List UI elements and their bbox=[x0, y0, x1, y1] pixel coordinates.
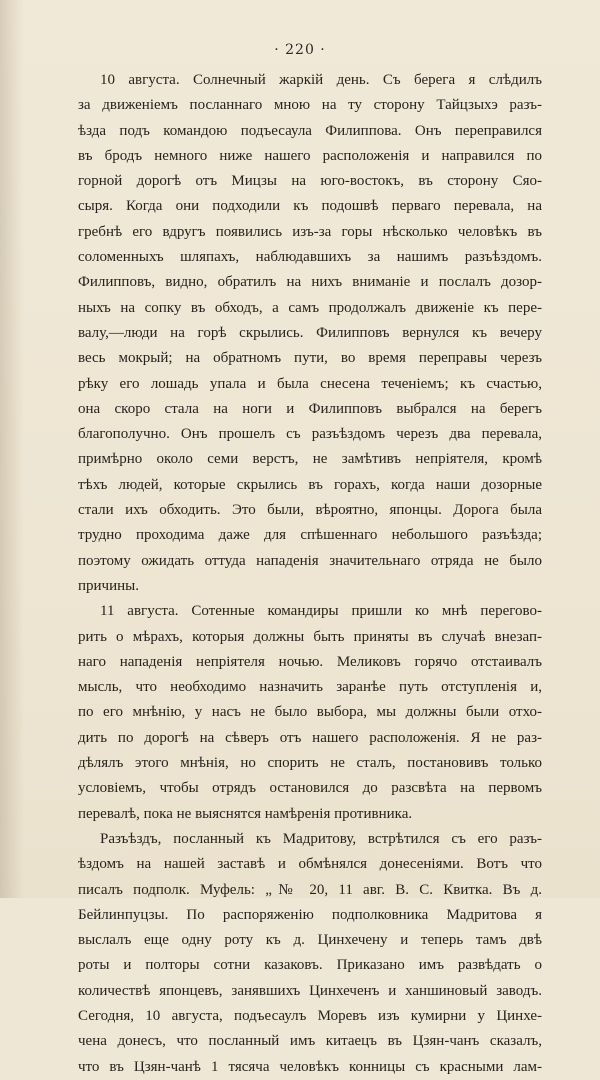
binding-shadow bbox=[0, 0, 24, 898]
text-line: горной дорогѣ отъ Мицзы на юго-востокъ, въ сторону Сяо- bbox=[78, 173, 542, 190]
text-line: по его мнѣнію, у насъ не было выбора, мы должны были отхо- bbox=[78, 704, 542, 721]
text-line: трудно проходима даже для спѣшеннаго небольшого разъѣзда; bbox=[78, 527, 542, 544]
text-line: 11 августа. Сотенные командиры пришли ко мнѣ перегово- bbox=[100, 603, 542, 620]
text-line: ныхъ на сопку въ обходъ, а самъ продолжалъ движеніе къ пере- bbox=[78, 299, 542, 316]
text-line: Бейлинпуцзы. По распоряженію подполковника Мадритова я bbox=[78, 906, 542, 923]
body-text bbox=[78, 68, 542, 1080]
text-line: ѣзда подъ командою подъесаула Филиппова. Онъ переправился bbox=[78, 122, 542, 139]
text-line: чена донесъ, что посланный имъ китаецъ въ Цзян-чанъ сказалъ, bbox=[78, 1033, 542, 1050]
text-line: количествѣ японцевъ, занявшихъ Цинхеченъ и ханшиновый заводъ. bbox=[78, 982, 542, 999]
text-line: соломенныхъ шляпахъ, наблюдавшихъ за нашимъ разъѣздомъ. bbox=[78, 249, 542, 266]
text-line: Сегодня, 10 августа, подъесаулъ Моревъ изъ кумирни у Цинхе- bbox=[78, 1007, 542, 1024]
text-line: 10 августа. Солнечный жаркій день. Съ берега я слѣдилъ bbox=[100, 72, 542, 88]
text-line: стали ихъ обходить. Это были, вѣроятно, японцы. Дорога была bbox=[78, 502, 542, 519]
text-line: Филипповъ, видно, обратилъ на нихъ вниманіе и послалъ дозор- bbox=[78, 274, 542, 291]
text-line: условіемъ, чтобы отрядъ остановился до разсвѣта на первомъ bbox=[78, 780, 542, 797]
text-line: что въ Цзян-чанѣ 1 тясяча человѣкъ конницы съ красными лам- bbox=[78, 1058, 542, 1075]
text-line: весь мокрый; на обратномъ пути, во время переправы черезъ bbox=[78, 350, 542, 367]
text-line: Разъѣздъ, посланный къ Мадритову, встрѣтился съ его разъ- bbox=[100, 830, 542, 847]
text-line: валу,—люди на горѣ скрылись. Филипповъ вернулся къ вечеру bbox=[78, 324, 542, 341]
text-line: рѣку его лошадь упала и была снесена теченіемъ; къ счастью, bbox=[78, 375, 542, 392]
page-number-value: 220 bbox=[285, 42, 315, 58]
page-number bbox=[0, 42, 600, 58]
text-line: поэтому ожидать оттуда нападенія значительнаго отряда не было bbox=[78, 552, 542, 569]
text-line: сыря. Когда они подходили къ подошвѣ перваго перевала, на bbox=[78, 198, 542, 215]
text-line: примѣрно около семи верстъ, не замѣтивъ непріятеля, кромѣ bbox=[78, 451, 542, 468]
page-number-dot-left: · bbox=[274, 42, 286, 58]
text-line: писалъ подполк. Муфель: „№ 20, 11 авг. В. С. Квитка. Въ д. bbox=[78, 881, 542, 898]
text-line: перевалѣ, пока не выяснятся намѣренія противника. bbox=[78, 805, 413, 822]
text-line: мысль, что необходимо назначить заранѣе путь отступленія и, bbox=[78, 679, 542, 696]
page-number-dot-right: · bbox=[314, 42, 326, 58]
text-line: благополучно. Онъ прошелъ съ разъѣздомъ черезъ два перевала, bbox=[78, 426, 542, 443]
text-line: дѣлялъ этого мнѣнія, но спорить не сталъ, постановивъ только bbox=[78, 755, 542, 772]
text-line: рить о мѣрахъ, которыя должны быть приняты въ случаѣ внезап- bbox=[78, 628, 542, 645]
text-line: въ бродъ немного ниже нашего расположенія и направился по bbox=[78, 147, 542, 164]
text-line: ѣздомъ на нашей заставѣ и обмѣнялся донесеніями. Вотъ что bbox=[78, 856, 542, 873]
text-line: наго нападенія непріятеля ночью. Меликовъ горячо отстаивалъ bbox=[78, 653, 542, 670]
text-line: за движеніемъ посланнаго мною на ту сторону Тайцзыхэ разъ- bbox=[78, 97, 542, 114]
text-line: гребнѣ его вдругъ появились изъ-за горы нѣсколько человѣкъ въ bbox=[78, 223, 542, 240]
text-line: причины. bbox=[78, 577, 139, 594]
text-line: выслалъ еще одну роту къ д. Цинхечену и теперь тамъ двѣ bbox=[78, 932, 542, 949]
text-line: она скоро стала на ноги и Филипповъ выбрался на берегъ bbox=[78, 400, 542, 417]
text-line: роты и полторы сотни казаковъ. Приказано имъ развѣдать о bbox=[78, 957, 542, 974]
text-line: дить по дорогѣ на сѣверъ отъ нашего расположенія. Я не раз- bbox=[78, 729, 542, 746]
text-line: тѣхъ людей, которые скрылись въ горахъ, когда наши дозорные bbox=[78, 476, 542, 493]
